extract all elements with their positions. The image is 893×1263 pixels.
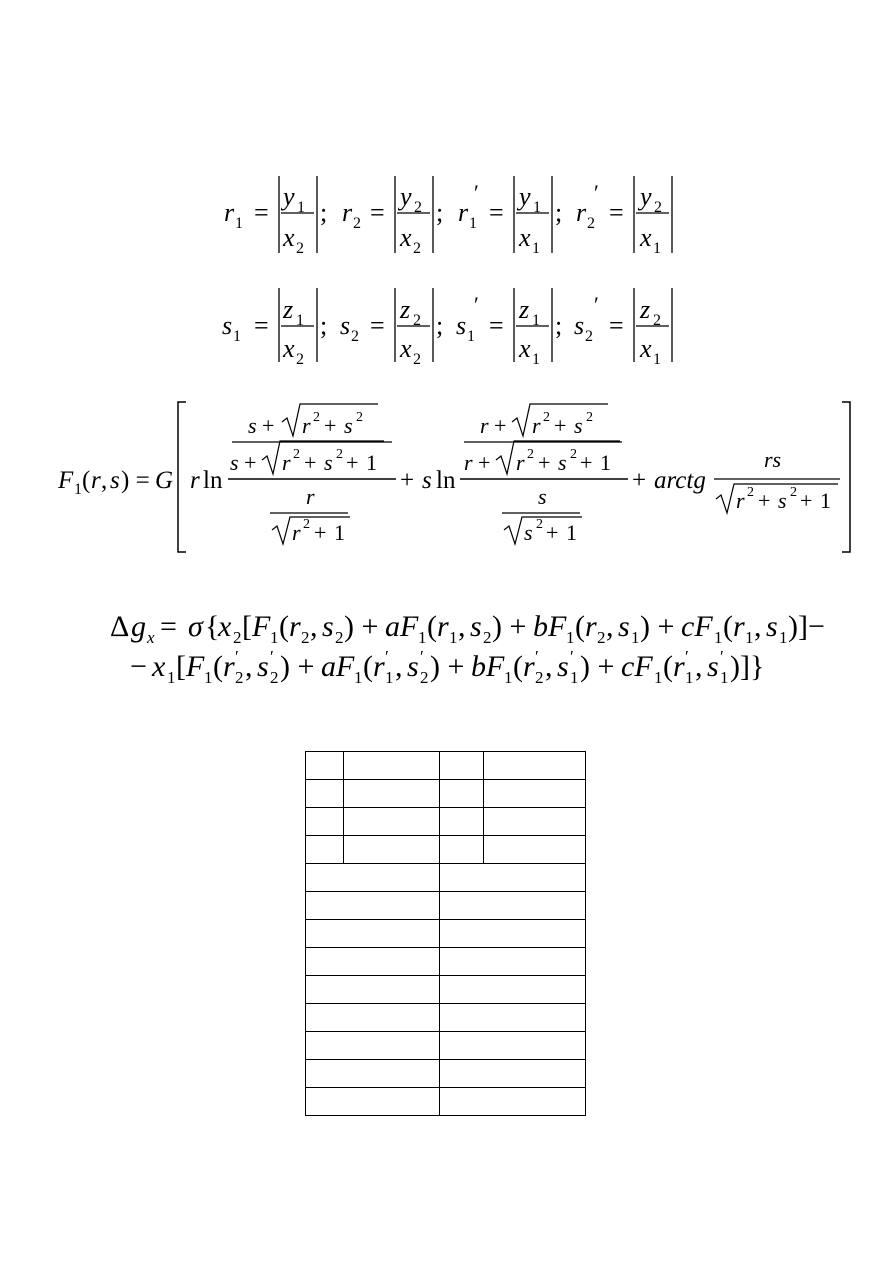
- table-cell: [440, 1060, 586, 1088]
- svg-text:+: +: [262, 413, 275, 438]
- svg-text:+: +: [546, 520, 559, 545]
- svg-text:s: s: [766, 610, 778, 643]
- svg-text:1: 1: [74, 481, 82, 498]
- svg-text:1: 1: [654, 668, 663, 687]
- svg-text:1: 1: [354, 668, 363, 687]
- svg-text:s: s: [778, 488, 787, 513]
- svg-text:arctg: arctg: [654, 467, 706, 494]
- svg-text:=: =: [254, 311, 269, 340]
- svg-text:r: r: [302, 413, 311, 438]
- svg-text:s: s: [322, 610, 334, 643]
- svg-text:{: {: [205, 610, 220, 643]
- svg-text:2: 2: [536, 517, 543, 532]
- svg-text:r: r: [733, 610, 745, 643]
- svg-text:1: 1: [566, 628, 575, 647]
- svg-text:2: 2: [586, 410, 593, 425]
- svg-text:(: (: [213, 650, 223, 683]
- svg-text:F: F: [186, 650, 205, 683]
- svg-text:′: ′: [385, 647, 389, 666]
- svg-text:s: s: [344, 413, 353, 438]
- table-cell: [440, 920, 586, 948]
- table-cell: [440, 892, 586, 920]
- svg-text:1: 1: [385, 668, 394, 687]
- svg-text:s: s: [574, 311, 585, 340]
- svg-text:1: 1: [532, 312, 540, 329]
- svg-text:′: ′: [720, 647, 724, 666]
- table-row: [306, 976, 586, 1004]
- svg-text:x: x: [519, 334, 531, 363]
- svg-text:,: ,: [458, 610, 466, 643]
- svg-text:F: F: [252, 610, 271, 643]
- svg-text:+: +: [478, 450, 491, 475]
- svg-text:) +: ) +: [492, 610, 527, 643]
- svg-text:r: r: [373, 650, 385, 683]
- svg-text:r: r: [458, 198, 469, 227]
- svg-text:r: r: [673, 650, 685, 683]
- svg-text:) =: ) =: [121, 467, 150, 494]
- svg-text:y: y: [519, 182, 531, 211]
- svg-text:=: =: [254, 198, 269, 227]
- svg-text:z: z: [400, 295, 411, 324]
- svg-text:1: 1: [653, 240, 661, 257]
- svg-text:2: 2: [654, 199, 662, 216]
- table-cell: [484, 780, 586, 808]
- svg-text:,: ,: [310, 610, 318, 643]
- svg-text:) +: ) +: [344, 610, 379, 643]
- svg-text:+: +: [244, 450, 257, 475]
- svg-text:x: x: [152, 650, 166, 683]
- svg-text:1: 1: [418, 628, 427, 647]
- svg-text:1: 1: [631, 628, 640, 647]
- svg-text:cF: cF: [681, 610, 713, 643]
- table-cell: [440, 948, 586, 976]
- table-cell: [440, 808, 484, 836]
- table-cell: [306, 1060, 440, 1088]
- svg-text:) +: ) +: [280, 650, 315, 683]
- table-cell: [306, 1088, 440, 1116]
- svg-text:x: x: [283, 334, 295, 363]
- svg-text:=: =: [370, 311, 385, 340]
- table-cell: [306, 948, 440, 976]
- svg-text:1: 1: [533, 199, 541, 216]
- svg-text:2: 2: [293, 447, 300, 462]
- svg-text:s: s: [222, 311, 233, 340]
- svg-text:r: r: [342, 198, 353, 227]
- svg-text:r: r: [516, 450, 525, 475]
- svg-text:s: s: [230, 450, 239, 475]
- svg-text:r: r: [292, 520, 301, 545]
- svg-text:s: s: [558, 450, 567, 475]
- svg-text:′: ′: [235, 647, 239, 666]
- svg-text:2: 2: [570, 447, 577, 462]
- table-row: [306, 1088, 586, 1116]
- svg-text:;: ;: [555, 311, 563, 340]
- svg-text:2: 2: [587, 215, 595, 232]
- svg-text:1: 1: [566, 520, 577, 545]
- svg-text:′: ′: [594, 180, 599, 205]
- svg-text:2: 2: [351, 328, 359, 345]
- svg-text:2: 2: [747, 485, 754, 500]
- svg-text:x: x: [640, 334, 652, 363]
- svg-text:r: r: [289, 610, 301, 643]
- svg-text:′: ′: [594, 292, 599, 317]
- table-row: [306, 864, 586, 892]
- svg-text:′: ′: [570, 647, 574, 666]
- svg-text:2: 2: [303, 517, 310, 532]
- svg-text:2: 2: [313, 410, 320, 425]
- svg-text:s: s: [618, 610, 630, 643]
- svg-text:2: 2: [296, 240, 304, 257]
- svg-text:=: =: [489, 311, 504, 340]
- svg-text:x: x: [283, 223, 295, 252]
- svg-text:,: ,: [245, 650, 253, 683]
- svg-text:1: 1: [270, 628, 279, 647]
- svg-text:s: s: [538, 484, 547, 509]
- table-row: [306, 1060, 586, 1088]
- svg-text:s: s: [557, 650, 569, 683]
- svg-text:(: (: [427, 610, 437, 643]
- svg-text:s: s: [248, 413, 257, 438]
- svg-text:2: 2: [353, 215, 361, 232]
- svg-text:z: z: [519, 295, 530, 324]
- table-cell: [440, 836, 484, 864]
- svg-text:) +: ) +: [430, 650, 465, 683]
- svg-text:1: 1: [653, 351, 661, 368]
- svg-text:s: s: [340, 311, 351, 340]
- table-cell: [344, 780, 440, 808]
- svg-text:bF: bF: [471, 650, 505, 683]
- svg-text:1: 1: [469, 215, 477, 232]
- svg-text:+: +: [346, 450, 359, 475]
- svg-text:z: z: [640, 295, 651, 324]
- svg-text:(: (: [279, 610, 289, 643]
- svg-text:r: r: [585, 610, 597, 643]
- svg-text:1: 1: [720, 668, 729, 687]
- svg-text:2: 2: [790, 485, 797, 500]
- svg-text:1: 1: [504, 668, 513, 687]
- svg-text:r: r: [282, 450, 291, 475]
- table-cell: [440, 752, 484, 780]
- svg-text:(: (: [363, 650, 373, 683]
- svg-text:+: +: [304, 450, 317, 475]
- table-row: [306, 752, 586, 780]
- table-cell: [306, 892, 440, 920]
- table-row: [306, 892, 586, 920]
- svg-text:1: 1: [204, 668, 213, 687]
- table-cell: [344, 808, 440, 836]
- svg-text:x: x: [519, 223, 531, 252]
- svg-text:2: 2: [413, 312, 421, 329]
- svg-text:;: ;: [555, 198, 563, 227]
- svg-text:+: +: [580, 450, 593, 475]
- svg-text:′: ′: [685, 647, 689, 666]
- svg-text:1: 1: [296, 312, 304, 329]
- svg-text:,: ,: [754, 610, 762, 643]
- table-cell: [306, 808, 344, 836]
- svg-text:y: y: [640, 182, 652, 211]
- svg-text:1: 1: [334, 520, 345, 545]
- svg-text:y: y: [400, 182, 412, 211]
- table-cell: [440, 1088, 586, 1116]
- svg-text:2: 2: [233, 628, 242, 647]
- svg-text:2: 2: [585, 328, 593, 345]
- svg-text:ln: ln: [203, 467, 223, 494]
- svg-text:2: 2: [414, 199, 422, 216]
- svg-text:2: 2: [483, 628, 492, 647]
- svg-text:2: 2: [653, 312, 661, 329]
- svg-text:r: r: [437, 610, 449, 643]
- svg-text:1: 1: [297, 199, 305, 216]
- svg-text:+: +: [632, 467, 647, 494]
- svg-text:,: ,: [695, 650, 703, 683]
- svg-text:r: r: [190, 467, 200, 494]
- table-cell: [484, 808, 586, 836]
- svg-text:r: r: [223, 650, 235, 683]
- svg-text:r: r: [523, 650, 535, 683]
- svg-text:s: s: [574, 413, 583, 438]
- svg-text:s: s: [257, 650, 269, 683]
- table-cell: [306, 1032, 440, 1060]
- svg-text:1: 1: [366, 450, 377, 475]
- svg-text:z: z: [283, 295, 294, 324]
- svg-text:s: s: [110, 467, 120, 494]
- svg-text:(: (: [575, 610, 585, 643]
- svg-text:;: ;: [436, 311, 444, 340]
- table-cell: [440, 976, 586, 1004]
- table-cell: [306, 864, 440, 892]
- svg-text:x: x: [640, 223, 652, 252]
- svg-text:r: r: [736, 488, 745, 513]
- svg-text:g: g: [131, 610, 146, 643]
- table-row: [306, 780, 586, 808]
- svg-text:) +: ) +: [640, 610, 675, 643]
- svg-text:) +: ) +: [580, 650, 615, 683]
- table-row: [306, 808, 586, 836]
- table-row: [306, 948, 586, 976]
- svg-text:1: 1: [820, 488, 831, 513]
- svg-text:(: (: [663, 650, 673, 683]
- svg-text:s: s: [407, 650, 419, 683]
- svg-text:[: [: [176, 650, 186, 683]
- svg-text:[: [: [242, 610, 252, 643]
- svg-text:1: 1: [467, 328, 475, 345]
- table-cell: [306, 780, 344, 808]
- svg-text:G: G: [155, 467, 174, 494]
- svg-text:aF: aF: [385, 610, 419, 643]
- table-cell: [440, 1004, 586, 1032]
- svg-text:r: r: [480, 413, 489, 438]
- table-cell: [344, 836, 440, 864]
- svg-text:′: ′: [420, 647, 424, 666]
- svg-text:rs: rs: [764, 447, 782, 472]
- svg-text:2: 2: [420, 668, 429, 687]
- svg-text:(: (: [723, 610, 733, 643]
- svg-text:r: r: [224, 198, 235, 227]
- svg-text:s: s: [524, 520, 533, 545]
- svg-text:′: ′: [474, 292, 479, 317]
- svg-text:y: y: [283, 182, 295, 211]
- table-row: [306, 836, 586, 864]
- svg-text:+: +: [758, 488, 771, 513]
- svg-text:2: 2: [335, 628, 344, 647]
- svg-text:2: 2: [543, 410, 550, 425]
- svg-text:+: +: [538, 450, 551, 475]
- svg-text:s: s: [324, 450, 333, 475]
- table-cell: [344, 752, 440, 780]
- svg-text:x: x: [218, 610, 232, 643]
- svg-text:cF: cF: [621, 650, 653, 683]
- svg-text:+: +: [324, 413, 337, 438]
- svg-text:s: s: [422, 467, 432, 494]
- svg-text:x: x: [147, 628, 155, 647]
- svg-text:(: (: [82, 467, 91, 494]
- table-cell: [440, 864, 586, 892]
- svg-text:2: 2: [336, 447, 343, 462]
- table-row: [306, 1032, 586, 1060]
- svg-text:+: +: [400, 467, 415, 494]
- svg-text:1: 1: [779, 628, 788, 647]
- svg-text:x: x: [400, 223, 412, 252]
- svg-text:1: 1: [532, 351, 540, 368]
- table-row: [306, 1004, 586, 1032]
- svg-text:−: −: [130, 650, 147, 683]
- svg-text:′: ′: [474, 180, 479, 205]
- svg-text:′: ′: [270, 647, 274, 666]
- svg-text:2: 2: [413, 240, 421, 257]
- svg-text:1: 1: [233, 328, 241, 345]
- svg-text:1: 1: [714, 628, 723, 647]
- svg-text:F: F: [58, 467, 74, 494]
- table-row: [306, 920, 586, 948]
- svg-text:+: +: [554, 413, 567, 438]
- svg-text:+: +: [494, 413, 507, 438]
- svg-text:1: 1: [532, 240, 540, 257]
- table-cell: [306, 976, 440, 1004]
- svg-text:2: 2: [270, 668, 279, 687]
- svg-text:1: 1: [449, 628, 458, 647]
- svg-text:,: ,: [545, 650, 553, 683]
- data-table: [305, 751, 586, 1116]
- svg-text:,: ,: [606, 610, 614, 643]
- svg-text:=: =: [370, 198, 385, 227]
- svg-text:=: =: [609, 311, 624, 340]
- table-cell: [440, 780, 484, 808]
- svg-text:=: =: [609, 198, 624, 227]
- svg-text:r: r: [576, 198, 587, 227]
- svg-text:aF: aF: [321, 650, 355, 683]
- svg-text:r: r: [306, 484, 315, 509]
- svg-text:bF: bF: [533, 610, 567, 643]
- table-cell: [484, 752, 586, 780]
- svg-text:r: r: [532, 413, 541, 438]
- svg-text:;: ;: [436, 198, 444, 227]
- svg-text:r: r: [91, 467, 101, 494]
- svg-text:;: ;: [320, 311, 328, 340]
- svg-text:,: ,: [101, 467, 108, 494]
- table-cell: [484, 836, 586, 864]
- svg-text:x: x: [400, 334, 412, 363]
- svg-text:1: 1: [570, 668, 579, 687]
- svg-text:ln: ln: [436, 467, 456, 494]
- svg-text:′: ′: [535, 647, 539, 666]
- table-cell: [306, 836, 344, 864]
- svg-text:1: 1: [745, 628, 754, 647]
- svg-text:2: 2: [235, 668, 244, 687]
- svg-text:)]−: )]−: [788, 610, 825, 643]
- svg-text:Δ: Δ: [110, 610, 130, 643]
- svg-text:s: s: [707, 650, 719, 683]
- table-cell: [306, 920, 440, 948]
- svg-text:;: ;: [320, 198, 328, 227]
- svg-text:=: =: [160, 610, 177, 643]
- svg-text:1: 1: [600, 450, 611, 475]
- svg-text:+: +: [800, 488, 813, 513]
- svg-text:=: =: [489, 198, 504, 227]
- svg-text:2: 2: [296, 351, 304, 368]
- svg-text:2: 2: [527, 447, 534, 462]
- svg-text:2: 2: [301, 628, 310, 647]
- svg-text:s: s: [456, 311, 467, 340]
- table-cell: [440, 1032, 586, 1060]
- svg-text:,: ,: [395, 650, 403, 683]
- svg-text:2: 2: [413, 351, 421, 368]
- svg-text:2: 2: [356, 410, 363, 425]
- svg-text:+: +: [314, 520, 327, 545]
- svg-text:σ: σ: [188, 610, 203, 643]
- svg-text:)]}: )]}: [730, 650, 765, 683]
- svg-text:r: r: [464, 450, 473, 475]
- svg-text:2: 2: [535, 668, 544, 687]
- table-cell: [306, 1004, 440, 1032]
- svg-text:s: s: [470, 610, 482, 643]
- svg-text:2: 2: [597, 628, 606, 647]
- svg-text:1: 1: [685, 668, 694, 687]
- svg-text:(: (: [513, 650, 523, 683]
- svg-text:1: 1: [235, 215, 243, 232]
- svg-text:1: 1: [167, 668, 176, 687]
- table-cell: [306, 752, 344, 780]
